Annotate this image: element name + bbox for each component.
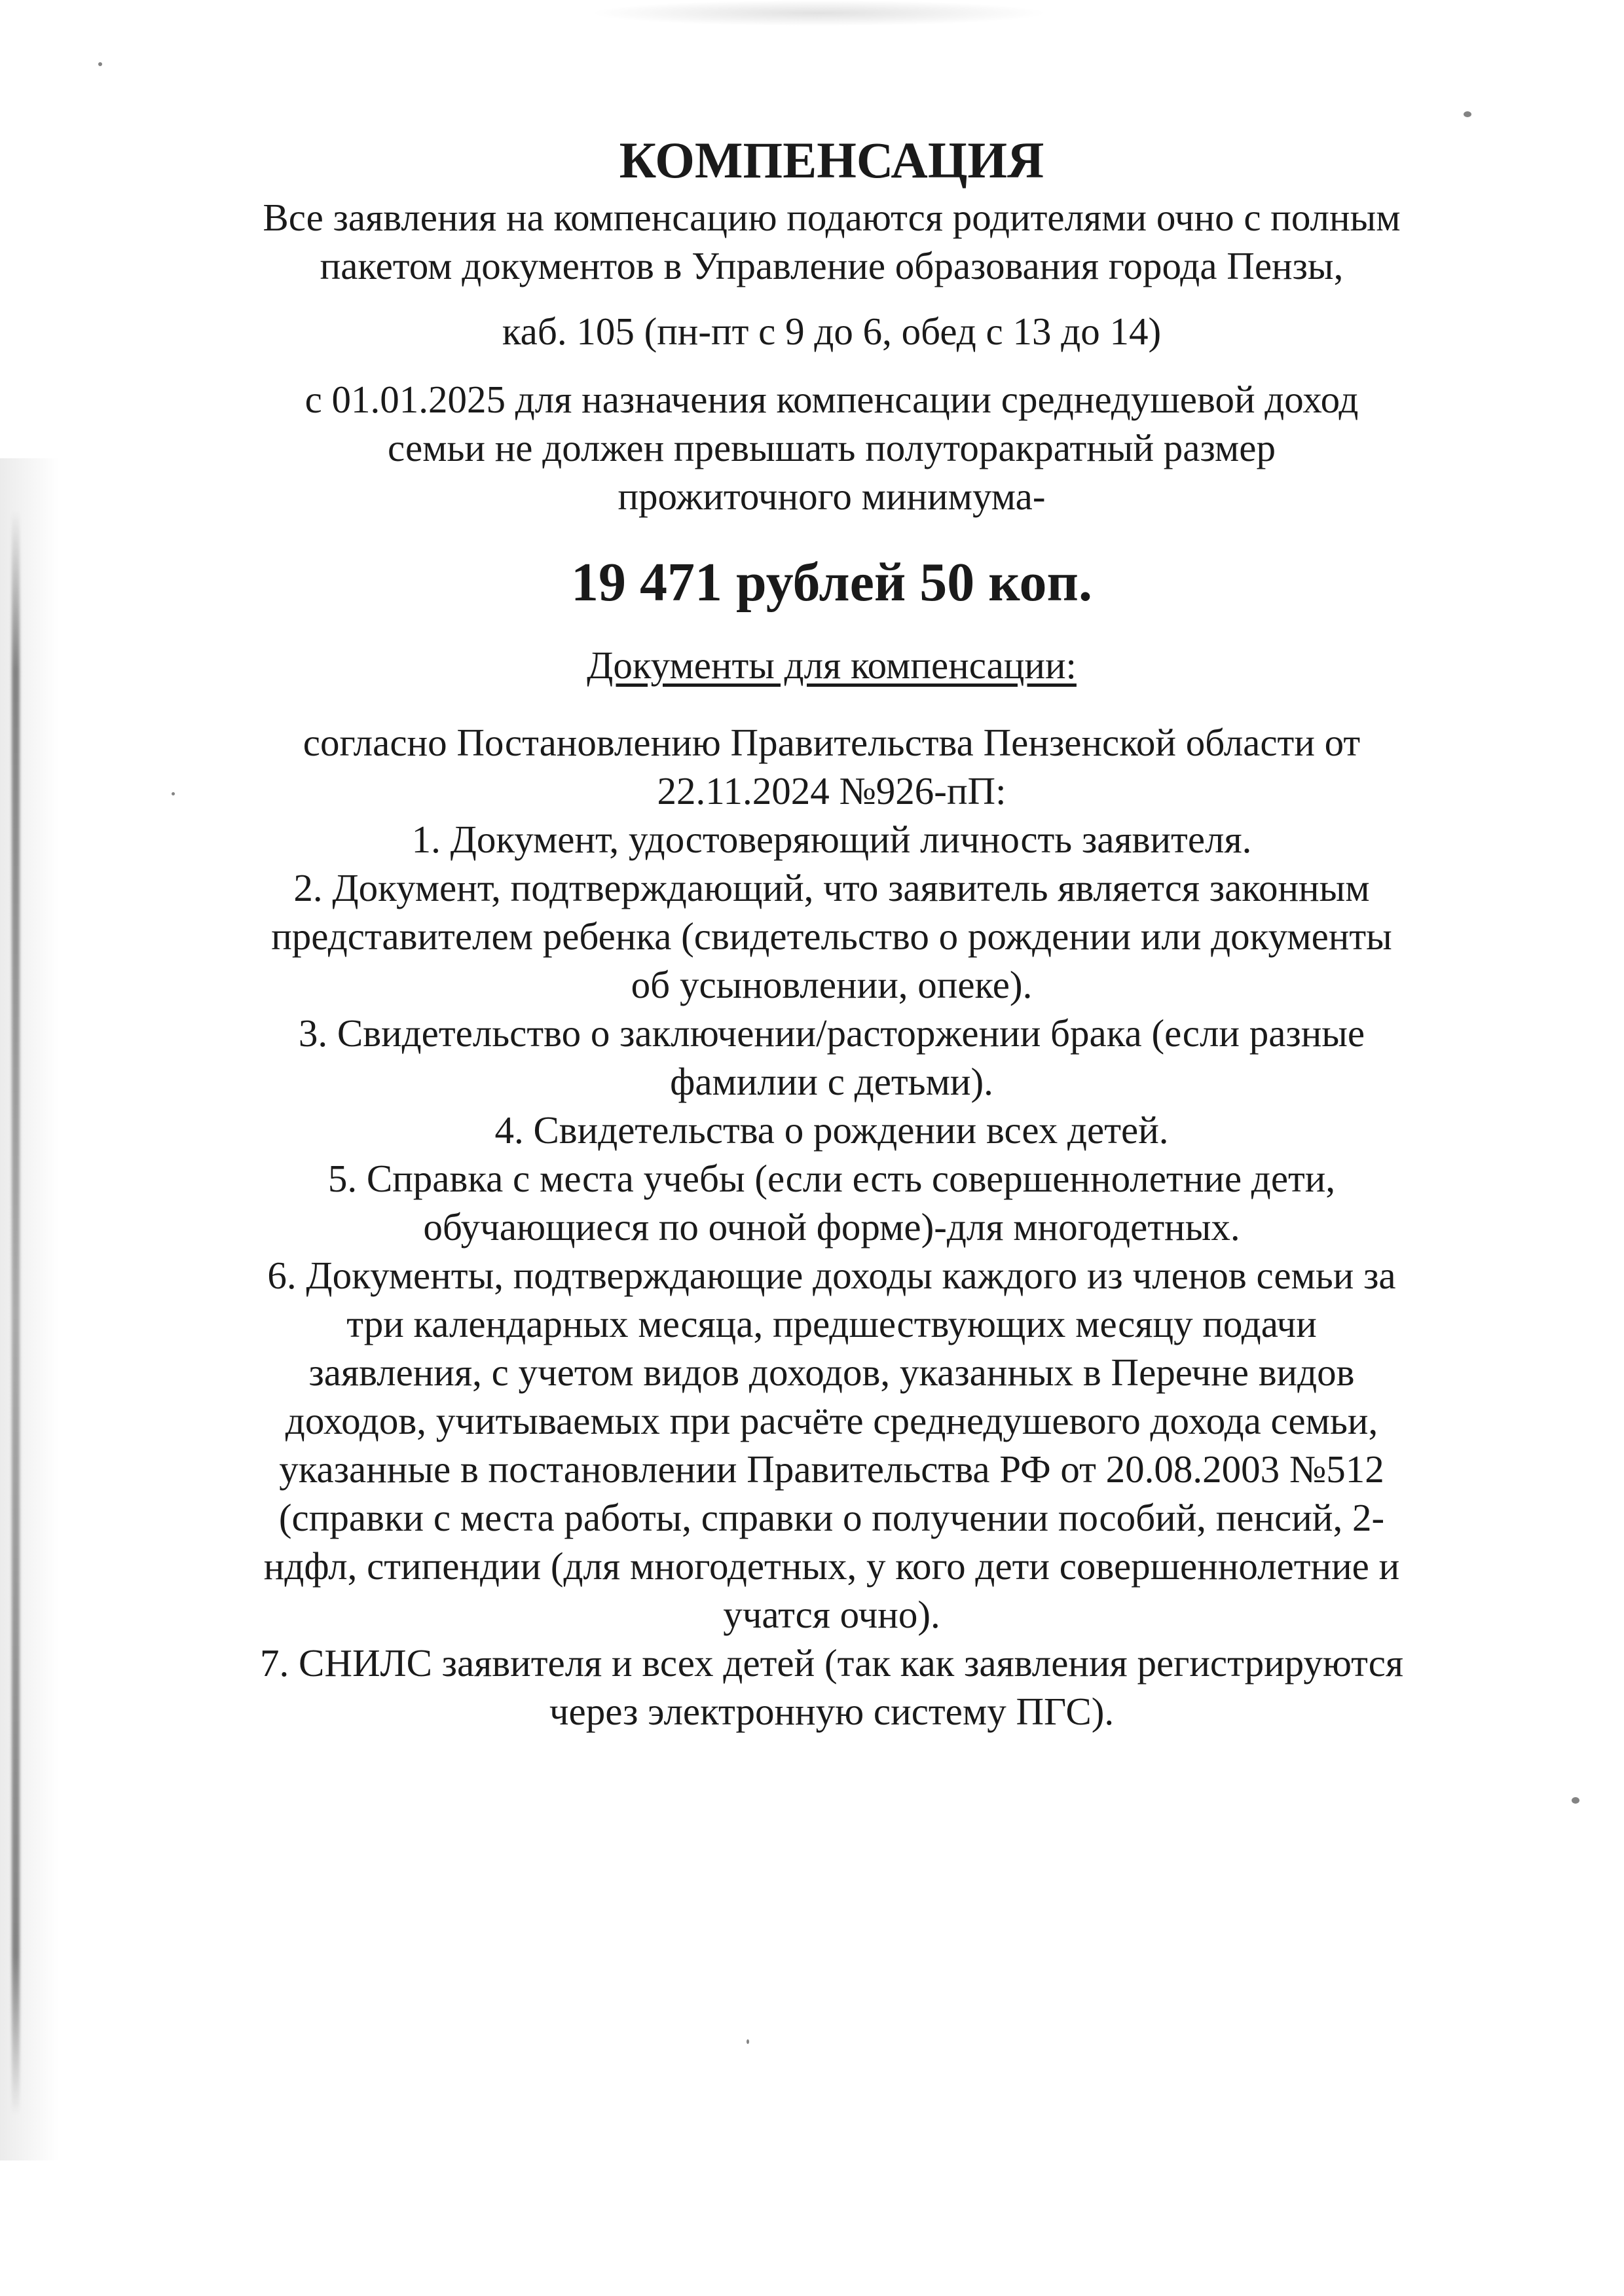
list-line: обучающиеся по очной форме)-для многодетных. xyxy=(423,1205,1240,1248)
scan-speck xyxy=(172,792,175,795)
list-line: 6. Документы, подтверждающие доходы каждого из членов семьи за xyxy=(267,1254,1396,1297)
intro-paragraph xyxy=(196,193,1467,290)
basis-line: 22.11.2024 №926-пП: xyxy=(657,769,1006,812)
income-line: семьи не должен превышать полуторакратный размер xyxy=(388,426,1276,469)
list-line: ндфл, стипендии (для многодетных, у кого дети совершеннолетние и xyxy=(263,1544,1400,1588)
scan-speck xyxy=(1572,1797,1579,1804)
income-paragraph xyxy=(196,375,1467,520)
scan-speck xyxy=(98,62,102,66)
document-title: КОМПЕНСАЦИЯ xyxy=(619,132,1044,189)
list-line: доходов, учитываемых при расчёте среднедушевого дохода семьи, xyxy=(285,1399,1378,1442)
list-line: 5. Справка с места учебы (если есть совершеннолетние дети, xyxy=(327,1157,1336,1200)
scan-shadow-left xyxy=(0,458,59,2160)
intro-line: пакетом документов в Управление образования города Пензы, xyxy=(320,244,1344,287)
list-line: три календарных месяца, предшествующих месяцу подачи xyxy=(346,1302,1317,1345)
list-line: 3. Свидетельство о заключении/расторжении брака (если разные xyxy=(298,1011,1365,1055)
list-line: заявления, с учетом видов доходов, указанных в Перечне видов xyxy=(308,1351,1355,1394)
list-line: 4. Свидетельства о рождении всех детей. xyxy=(494,1108,1169,1152)
list-line: об усыновлении, опеке). xyxy=(631,963,1033,1006)
list-line: через электронную систему ПГС). xyxy=(549,1690,1115,1733)
basis-paragraph xyxy=(196,718,1467,815)
scan-speck xyxy=(747,2039,749,2044)
basis-line: согласно Постановлению Правительства Пензенской области от xyxy=(303,721,1361,764)
office-hours: каб. 105 (пн-пт с 9 до 6, обед с 13 до 14) xyxy=(502,310,1162,353)
list-line: 1. Документ, удостоверяющий личность заявителя. xyxy=(411,818,1252,861)
scan-speck xyxy=(1464,111,1471,117)
amount: 19 471 рублей 50 коп. xyxy=(571,552,1092,613)
list-line: 2. Документ, подтверждающий, что заявитель является законным xyxy=(293,866,1370,909)
scan-smudge-top xyxy=(589,0,1048,26)
document-page xyxy=(196,128,1467,1736)
docs-heading: Документы для компенсации: xyxy=(587,644,1077,687)
intro-line: Все заявления на компенсацию подаются родителями очно с полным xyxy=(263,196,1401,239)
income-line: с 01.01.2025 для назначения компенсации среднедушевой доход xyxy=(304,378,1359,421)
list-line: указанные в постановлении Правительства РФ от 20.08.2003 №512 xyxy=(279,1448,1384,1491)
list-line: 7. СНИЛС заявителя и всех детей (так как заявления регистрируются xyxy=(259,1641,1404,1685)
scan-edge-line xyxy=(12,511,20,2115)
list-line: учатся очно). xyxy=(723,1593,940,1636)
list-line: (справки с места работы, справки о получении пособий, пенсий, 2- xyxy=(278,1496,1385,1539)
documents-list xyxy=(196,815,1467,1736)
income-line: прожиточного минимума- xyxy=(618,475,1046,518)
list-line: фамилии с детьми). xyxy=(670,1060,993,1103)
list-line: представителем ребенка (свидетельство о рождении или документы xyxy=(271,915,1392,958)
